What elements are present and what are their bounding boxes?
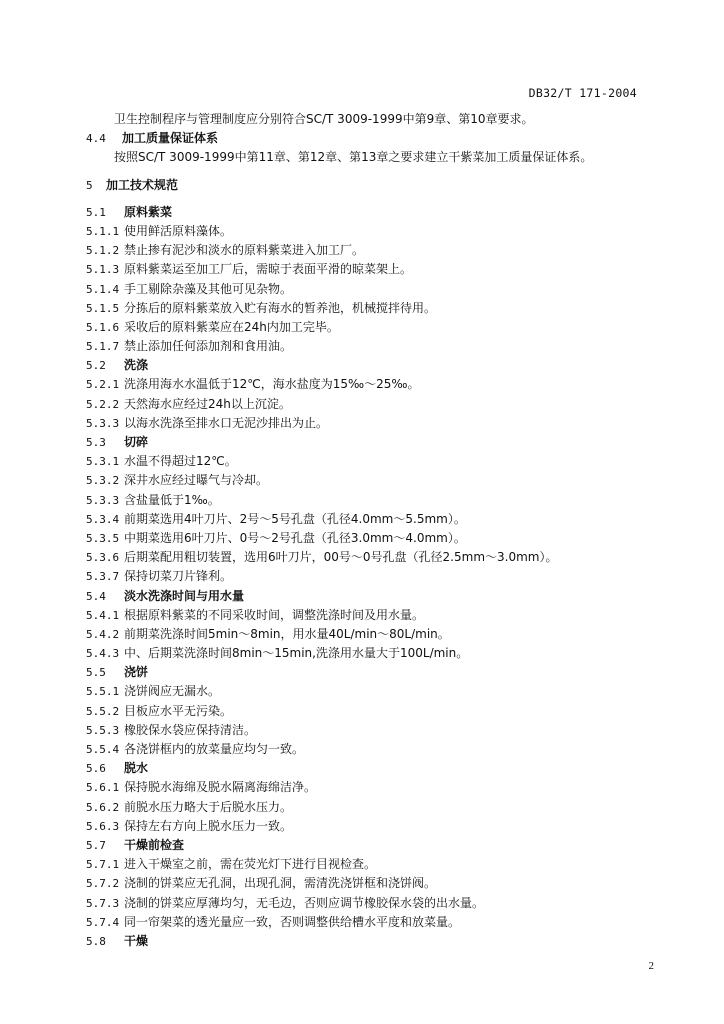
clause-number: 5.4.2 [86,627,120,641]
clause-row [86,337,646,356]
chapter-heading-5 [86,176,646,195]
spacer [86,195,646,203]
clause-row [86,702,646,721]
clause-text: 前脱水压力略大于后脱水压力。 [124,799,293,814]
clause-number: 5.3.5 [86,531,120,545]
clause-number: 5.3.3 [86,416,120,430]
clause-row [86,548,646,567]
clause-text: 洗涤用海水水温低于12℃，海水盐度为15‰～25‰。 [124,377,420,392]
chapter-number: 5 [86,178,93,192]
clause-number: 5.6.1 [86,781,120,795]
clause-row [86,817,646,836]
clause-row [86,375,646,394]
clause-number: 5.5.2 [86,704,120,718]
clause-row [86,606,646,625]
clause-number: 5.1.2 [86,244,120,258]
clause-text: 禁止掺有泥沙和淡水的原料紫菜进入加工厂。 [124,243,365,258]
page-number: 2 [648,960,654,972]
section-number: 4.4 [86,132,106,146]
spacer [86,168,646,176]
clause-text: 禁止添加任何添加剂和食用油。 [124,339,293,354]
clause-number: 5.1.5 [86,301,120,315]
clause-number: 5.5.1 [86,685,120,699]
clause-row [86,471,646,490]
clause-number: 5.3.1 [86,455,120,469]
continuation-paragraph [86,110,646,129]
clause-text: 含盐量低于1‰。 [124,492,220,507]
clause-row [86,894,646,913]
clause-number: 5.5.3 [86,723,120,737]
clause-text: 以海水洗涤至排水口无泥沙排出为止。 [124,415,329,430]
clause-number: 5.4 [86,589,106,603]
clause-number: 5.2.2 [86,397,120,411]
clause-number: 5.7 [86,838,106,852]
clause-text: 原料紫菜运至加工厂后，需晾于表面平滑的晾菜架上。 [124,262,413,277]
clause-number: 5.3 [86,436,106,449]
clause-number: 5.1.6 [86,320,120,334]
clause-text: 前期菜洗涤时间5min～8min，用水量40L/min～80L/min。 [124,626,450,641]
clause-row [86,874,646,893]
clause-text: 中、后期菜洗涤时间8min～15min,洗涤用水量大于100L/min。 [124,646,469,661]
clause-heading: 淡水洗涤时间与用水量 [124,588,245,603]
clause-text: 前期菜选用4叶刀片、2号～5号孔盘（孔径4.0mm～5.5mm）。 [124,511,466,526]
clause-text: 同一帘架菜的透光量应一致，否则调整供给槽水平度和放菜量。 [124,914,461,929]
clause-number: 5.1.3 [86,263,120,277]
clause-number: 5.1 [86,205,106,219]
clause-row [86,778,646,797]
clause-text: 橡胶保水袋应保持清洁。 [124,722,257,737]
clause-row [86,913,646,932]
clause-row [86,222,646,241]
clause-row [86,452,646,471]
clause-number: 5.2 [86,359,106,373]
clause-text: 保持切菜刀片锋利。 [124,569,233,584]
clause-row [86,491,646,510]
document-body [86,110,646,951]
clause-number: 5.7.3 [86,896,120,910]
paragraph-text: 按照SC/T 3009-1999中第11章、第12章、第13章之要求建立干紫菜加工质量保证体系。 [114,150,593,165]
clause-row [86,529,646,548]
clause-row [86,260,646,279]
clause-row [86,836,646,855]
clause-row [86,759,646,778]
clause-row [86,644,646,663]
clause-number: 5.6 [86,762,106,776]
clause-number: 5.3.4 [86,512,120,526]
clause-row [86,587,646,606]
clause-text: 各浇饼框内的放菜量应均匀一致。 [124,742,305,756]
clause-row [86,414,646,433]
clause-number: 5.2.1 [86,378,120,392]
clause-text: 浇饼阀应无漏水。 [124,684,221,699]
clause-row [86,721,646,740]
clause-heading: 干燥 [124,933,149,948]
section-title: 加工质量保证体系 [122,131,219,146]
clause-row [86,241,646,260]
clause-number: 5.5.4 [86,743,120,756]
clause-number: 5.7.4 [86,915,120,929]
clause-number: 5.5 [86,666,106,680]
clause-list [86,203,646,951]
clause-number: 5.1.7 [86,340,120,354]
clause-row [86,567,646,586]
clause-row [86,395,646,414]
section-heading-4-4 [86,129,646,148]
clause-row [86,740,646,759]
clause-text: 使用鲜活原料藻体。 [124,223,233,238]
clause-text: 天然海水应经过24h以上沉淀。 [124,396,291,411]
clause-text: 分拣后的原料紫菜放入贮有海水的暂养池，机械搅拌待用。 [124,300,437,315]
clause-heading: 切碎 [124,435,149,449]
clause-row [86,625,646,644]
clause-text: 浇制的饼菜应无孔洞，出现孔洞，需清洗浇饼框和浇饼阀。 [124,876,437,891]
clause-row [86,203,646,222]
clause-number: 5.6.2 [86,800,120,814]
clause-number: 5.3.2 [86,474,120,488]
clause-heading: 原料紫菜 [124,204,173,219]
chapter-title: 加工技术规范 [106,177,179,192]
clause-heading: 脱水 [124,761,149,776]
clause-heading: 干燥前检查 [124,837,185,852]
clause-text: 后期菜配用粗切装置，选用6叶刀片，00号～0号孔盘（孔径2.5mm～3.0mm）。 [124,550,558,565]
clause-row [86,318,646,337]
clause-heading: 浇饼 [124,665,149,680]
section-paragraph-4-4 [86,148,646,167]
standard-code: DB32/T 171-2004 [528,86,637,100]
clause-text: 保持左右方向上脱水压力一致。 [124,818,293,833]
clause-text: 中期菜选用6叶刀片、0号～2号孔盘（孔径3.0mm～4.0mm）。 [124,530,466,545]
clause-row [86,682,646,701]
clause-text: 深井水应经过曝气与冷却。 [124,473,269,488]
clause-number: 5.8 [86,934,106,948]
clause-row [86,299,646,318]
clause-row [86,932,646,951]
clause-row [86,798,646,817]
clause-number: 5.3.6 [86,551,120,565]
clause-text: 目板应水平无污染。 [124,703,233,718]
clause-row [86,433,646,452]
clause-number: 5.4.3 [86,647,120,661]
clause-row [86,663,646,682]
clause-heading: 洗涤 [124,358,149,373]
clause-row [86,855,646,874]
clause-number: 5.3.3 [86,493,120,507]
clause-number: 5.3.7 [86,570,120,584]
clause-text: 浇制的饼菜应厚薄均匀，无毛边，否则应调节橡胶保水袋的出水量。 [124,895,485,910]
clause-number: 5.1.1 [86,224,120,238]
clause-text: 进入干燥室之前，需在荧光灯下进行目视检查。 [124,857,377,872]
clause-text: 水温不得超过12℃。 [124,454,237,469]
clause-text: 采收后的原料紫菜应在24h内加工完毕。 [124,319,339,334]
clause-number: 5.7.2 [86,877,120,891]
clause-row [86,510,646,529]
clause-text: 保持脱水海绵及脱水隔离海绵洁净。 [124,780,317,795]
clause-number: 5.6.3 [86,819,120,833]
continuation-text: 卫生控制程序与管理制度应分别符合SC/T 3009-1999中第9章、第10章要求。 [114,112,534,126]
clause-number: 5.4.1 [86,608,120,622]
clause-text: 根据原料紫菜的不同采收时间，调整洗涤时间及用水量。 [124,607,425,622]
clause-row [86,356,646,375]
clause-text: 手工剔除杂藻及其他可见杂物。 [124,281,293,296]
clause-number: 5.1.4 [86,282,120,296]
clause-number: 5.7.1 [86,858,120,872]
clause-row [86,280,646,299]
